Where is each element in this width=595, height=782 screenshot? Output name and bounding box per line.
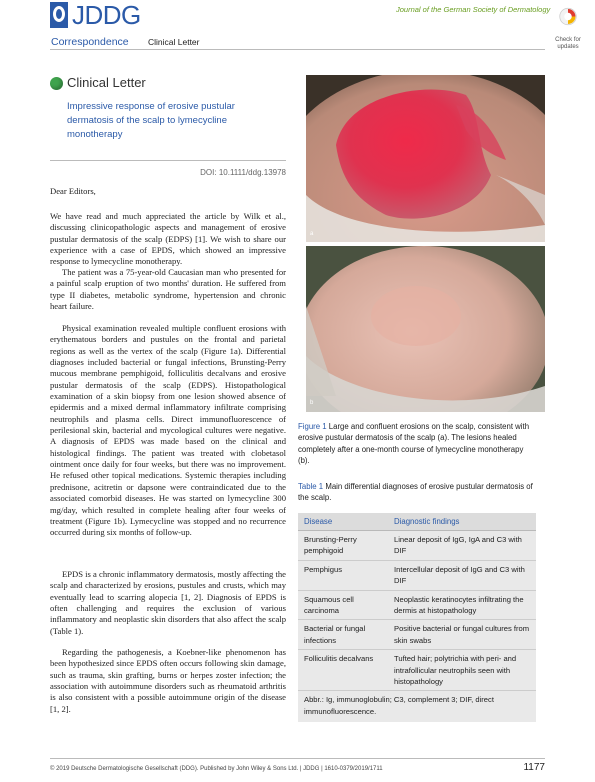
footer-copyright: © 2019 Deutsche Dermatologische Gesellschaft (DDG). Published by John Wiley & Sons Ltd. | JDDG | 1610-0379/2019/1711 [50,766,383,772]
table-cell-findings: Tufted hair; polytrichia with peri- and intrafollicular neutrophils seen with histopathology [388,650,536,691]
table-row [298,590,536,620]
body-paragraph-5: Regarding the pathogenesis, a Koebner-like phenomenon has been hypothesized since EPDS often occurs following skin damage, such as trauma, skin grafting, burns or herpes zoster infection; the association with autoimmune disorders such as rheumatoid arthritis is also consistent with a possible autoimmune origin of the disease [1, 2]. [50,647,286,714]
article-type: Clinical Letter [67,75,146,90]
table-cell-disease: Bacterial or fungal infections [298,620,388,650]
body-paragraph-3: Physical examination revealed multiple confluent erosions with erythematous borders and pustules on the frontal and parietal regions as well as the vertex of the scalp (Figure 1a). Differential diagnoses included bacterial or fungal infections, Brunsting-Perry mucous membrane pemphigoid, folliculitis decalvans and erosive pustular dermatosis of the scalp (EDPS). Histopathological examination of a skin biopsy from one lesion showed absence of epidermis and a mixed dermal inflammatory infiltrate comprising neutrophils and plasma cells. Direct immunofluorescence of perilesional skin, bacterial and mycological cultures were negative. A diagnosis of EPDS was made based on the clinical and histological findings. The patient was treated with clobetasol ointment once daily for four weeks, but there was no improvement. He refused other topical medications. Systemic therapies including prednisone, acitretin or dapsone were contraindicated due to the associated comorbid diseases. He was started on lymecycline 300 mg/day, which resulted in complete healing after four weeks of treatment (Figure 1b). Lymecycline was stopped and no recurrence occurred during six months of follow-up. [50,323,286,538]
check-for-updates-icon[interactable] [548,6,588,36]
table-cell-findings: Neoplastic keratinocytes infiltrating the dermis at histopathology [388,590,536,620]
table-row [298,650,536,691]
table-caption [298,481,536,504]
clinical-photo-before [306,75,545,242]
body-paragraph-1: We have read and much appreciated the article by Wilk et al., discussing clinicopathologic aspects and management of erosive pustular dermatosis of the scalp (EDPS) [1]. We wish to share our experience with a case of EPDS, which showed an impressive response to lymecycline monotherapy. [50,211,286,267]
body-paragraph-4: EPDS is a chronic inflammatory dermatosis, mostly affecting the scalp and characterized by erosions, pustules and crusts, which may eventually lead to scarring alopecia [1, 2]. Diagnosis of EPDS is often challenging and requires the exclusion of various inflammatory and neoplastic skin disorders that also affect the scalp (Table 1). [50,569,286,636]
table-cell-disease: Brunsting-Perry pemphigoid [298,531,388,561]
table-note-row [298,691,536,722]
figure-caption [298,421,536,467]
header-divider [50,49,545,50]
table-abbreviation-note: Abbr.: Ig, immunoglobulin; C3, complement 3; DIF, direct immunofluorescence. [304,695,494,716]
section-sublabel: Clinical Letter [148,37,200,47]
figure-caption-text: Large and confluent erosions on the scalp, consistent with erosive pustular dermatosis of the scalp (a). The lesions healed completely after a one-month course of lymecycline monotherapy (b). [298,422,530,466]
table-header-row [298,513,536,531]
table-row [298,620,536,650]
table-row [298,560,536,590]
clinical-photo-after [306,246,545,412]
table-row [298,531,536,561]
article-type-bullet-icon [50,77,63,90]
check-for-updates-label[interactable]: Check for updates [555,37,581,50]
table-cell-findings: Intercellular deposit of IgG and C3 with DIF [388,560,536,590]
section-label: Correspondence [51,36,129,48]
table-header-findings: Diagnostic findings [388,513,536,531]
salutation: Dear Editors, [50,186,96,196]
journal-brand: JDDG [72,0,141,30]
table-cell-disease: Folliculitis decalvans [298,650,388,691]
differential-diagnosis-table [298,513,536,722]
jddg-logo-center [56,9,62,19]
table-cell-findings: Linear deposit of IgG, IgA and C3 with DIF [388,531,536,561]
article-title: Impressive response of erosive pustular dermatosis of the scalp to lymecycline monotherapy [67,101,235,140]
title-divider [50,160,286,161]
table-cell-disease: Squamous cell carcinoma [298,590,388,620]
page-number: 1177 [523,762,545,773]
table-caption-label: Table 1 [298,482,324,491]
article-doi[interactable]: DOI: 10.1111/ddg.13978 [200,168,286,177]
table-header-disease: Disease [298,513,388,531]
footer-divider [50,758,545,759]
journal-name: Journal of the German Society of Dermatology [396,5,551,14]
panel-label-b: b [310,400,314,406]
figure-caption-label: Figure 1 [298,422,327,431]
body-paragraph-2: The patient was a 75-year-old Caucasian man who presented for a painful scalp eruption of two months' duration. He suffered from type II diabetes, metabolic syndrome, hypertension and chronic heart failure. [50,267,286,312]
table-cell-findings: Positive bacterial or fungal cultures from skin swabs [388,620,536,650]
panel-label-a: a [310,231,314,237]
table-cell-disease: Pemphigus [298,560,388,590]
table-caption-text: Main differential diagnoses of erosive pustular dermatosis of the scalp. [298,482,533,503]
